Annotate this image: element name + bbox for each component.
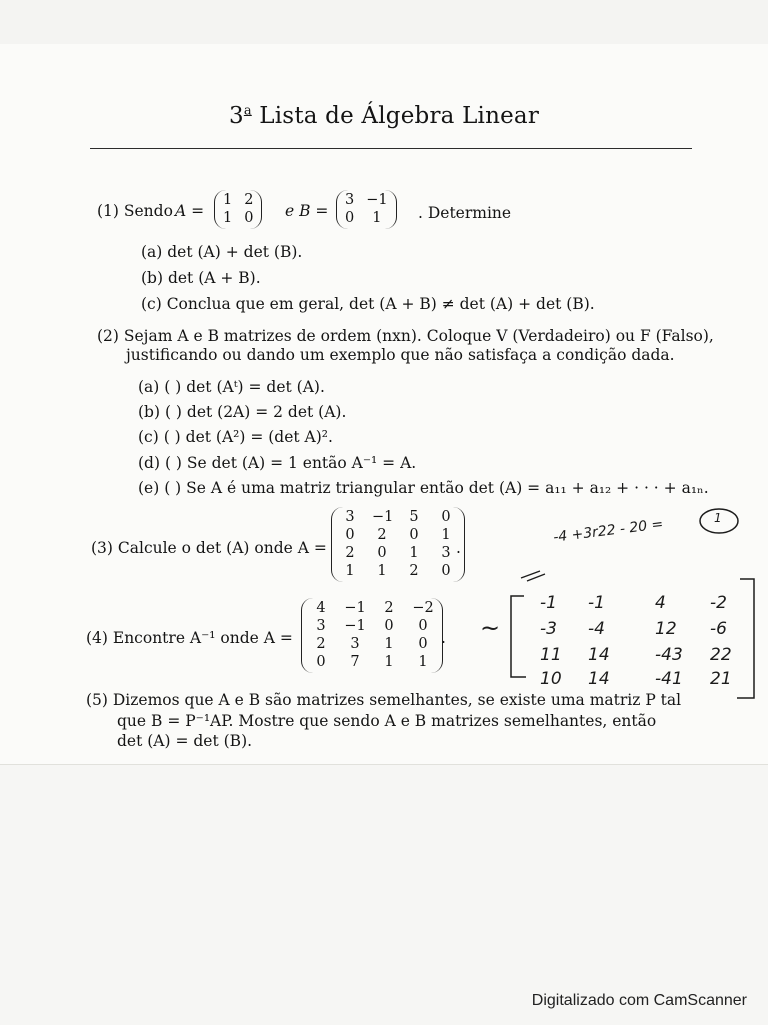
handwritten-circled-answer: 1 [714, 511, 722, 525]
matrix-cell: 3 [345, 509, 355, 525]
footer-watermark: Digitalizado com CamScanner [531, 992, 747, 1009]
matrix-cell: 1 [223, 210, 233, 226]
handwritten-q3-note: -4 +3r22 - 20 = [552, 516, 665, 546]
q1-item-a: (a) det (A) + det (B). [141, 243, 303, 261]
matrix-cell: 1 [384, 654, 394, 670]
q2-item-b: (b) ( ) det (2A) = 2 det (A). [138, 403, 347, 421]
matrix-cell: 0 [244, 210, 254, 226]
matrix-cell: 1 [372, 210, 382, 226]
matrix-cell: 5 [409, 509, 419, 525]
q1-item-b: (b) det (A + B). [141, 269, 261, 287]
q2-item-c: (c) ( ) det (A²) = (det A)². [138, 428, 333, 446]
q2-item-a: (a) ( ) det (Aᵗ) = det (A). [138, 378, 325, 396]
q3-text: (3) Calcule o det (A) onde A = [91, 539, 327, 557]
matrix-cell: 4 [316, 600, 326, 616]
q1-mid: e B = [285, 202, 329, 220]
handwritten-tilde: ~ [480, 614, 501, 642]
handwritten-matrix-cell: 14 [588, 669, 610, 689]
q4-text: (4) Encontre A⁻¹ onde A = [86, 629, 293, 647]
matrix-cell: 1 [345, 563, 355, 579]
matrix-cell: 1 [377, 563, 387, 579]
handwritten-matrix-cell: -41 [655, 669, 683, 689]
matrix-cell: 2 [244, 192, 254, 208]
matrix-cell: 0 [345, 527, 355, 543]
matrix-cell: 3 [316, 618, 326, 634]
matrix-cell: 0 [418, 618, 428, 634]
matrix-cell: 2 [409, 563, 419, 579]
handwritten-matrix-cell: 21 [710, 669, 732, 689]
handwritten-matrix-cell: 11 [540, 645, 562, 665]
matrix-cell: 0 [377, 545, 387, 561]
matrix-cell: 3 [441, 545, 451, 561]
q5-line-2: que B = P⁻¹AP. Mostre que sendo A e B matrizes semelhantes, então [117, 712, 657, 730]
matrix-cell: 1 [441, 527, 451, 543]
matrix-cell: 1 [384, 636, 394, 652]
matrix-cell: 2 [345, 545, 355, 561]
q1-a-lhs: A = [175, 202, 205, 220]
q5-line-1: (5) Dizemos que A e B são matrizes semelhantes, se existe uma matriz P tal [86, 691, 682, 709]
handwritten-matrix-cell: -4 [588, 619, 605, 639]
q5-line-3: det (A) = det (B). [117, 732, 253, 750]
matrix-cell: −2 [412, 600, 434, 616]
matrix-cell: 3 [350, 636, 360, 652]
matrix-cell: 1 [409, 545, 419, 561]
handwritten-matrix-cell: 14 [588, 645, 610, 665]
matrix-cell: 0 [384, 618, 394, 634]
q2-item-e: (e) ( ) Se A é uma matriz triangular então det (A) = a₁₁ + a₁₂ + · · · + a₁ₙ. [138, 479, 709, 497]
handwritten-matrix-cell: -2 [710, 593, 727, 613]
matrix-cell: 0 [441, 509, 451, 525]
matrix-cell: −1 [344, 600, 366, 616]
handwritten-matrix-cell: -1 [540, 593, 557, 613]
handwritten-matrix-cell: 22 [710, 645, 732, 665]
q2-line-1: (2) Sejam A e B matrizes de ordem (nxn). Coloque V (Verdadeiro) ou F (Falso), [97, 327, 714, 345]
q1-item-c: (c) Conclua que em geral, det (A + B) ≠ det (A) + det (B). [141, 295, 595, 313]
matrix-cell: 7 [350, 654, 360, 670]
matrix-cell: 0 [409, 527, 419, 543]
handwritten-matrix-cell: -1 [588, 593, 605, 613]
matrix-cell: 0 [441, 563, 451, 579]
matrix-cell: 2 [377, 527, 387, 543]
handwritten-matrix-cell: 12 [655, 619, 677, 639]
matrix-cell: 2 [384, 600, 394, 616]
q1-suffix: . Determine [418, 204, 512, 222]
handwritten-matrix-cell: -6 [710, 619, 727, 639]
handwritten-matrix-cell: -3 [540, 619, 557, 639]
matrix-cell: 0 [316, 654, 326, 670]
matrix-cell: −1 [372, 509, 394, 525]
page-title: 3$^a$ Lista de Álgebra Linear [228, 103, 540, 129]
q2-line-2: justificando ou dando um exemplo que não satisfaça a condição dada. [126, 346, 675, 364]
q4-end: . [441, 629, 446, 647]
q1-prefix: (1) Sendo [97, 202, 173, 220]
handwritten-scribble [521, 571, 545, 581]
matrix-cell: −1 [344, 618, 366, 634]
q2-item-d: (d) ( ) Se det (A) = 1 então A⁻¹ = A. [138, 454, 417, 472]
matrix-cell: 2 [316, 636, 326, 652]
handwritten-matrix-cell: -43 [655, 645, 683, 665]
handwritten-matrix-cell: 10 [540, 669, 562, 689]
matrix-cell: 1 [223, 192, 233, 208]
handwritten-left-bracket [511, 596, 526, 677]
handwritten-matrix-cell: 4 [655, 593, 666, 613]
handwritten-right-bracket [737, 579, 754, 698]
matrix-cell: 1 [418, 654, 428, 670]
matrix-cell: 0 [418, 636, 428, 652]
matrix-cell: 3 [345, 192, 355, 208]
matrix-cell: 0 [345, 210, 355, 226]
matrix-cell: −1 [366, 192, 388, 208]
q3-end: . [456, 539, 461, 557]
